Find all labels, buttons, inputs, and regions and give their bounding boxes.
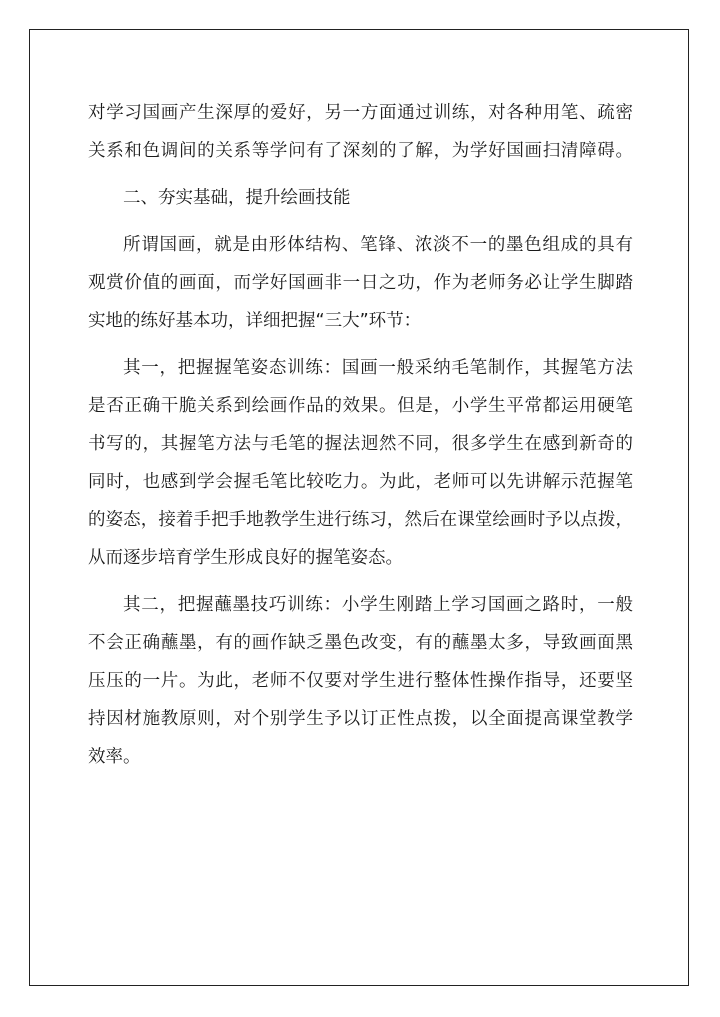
text-line: 对学习国画产生深厚的爱好，另一方面通过训练，对各种用笔、疏密 <box>88 103 633 123</box>
text-line: 不会正确蘸墨，有的画作缺乏墨色改变，有的蘸墨太多，导致画面黑 <box>88 633 633 653</box>
section-heading: 二、夯实基础，提升绘画技能 <box>123 188 351 208</box>
text-line: 同时，也感到学会握毛笔比较吃力。为此，老师可以先讲解示范握笔 <box>88 472 633 492</box>
text-line: 是否正确干脆关系到绘画作品的效果。但是，小学生平常都运用硬笔 <box>88 396 633 416</box>
text-line: 书写的，其握笔方法与毛笔的握法迥然不同，很多学生在感到新奇的 <box>88 434 633 454</box>
text-line: 关系和色调间的关系等学问有了深刻的了解，为学好国画扫清障碍。 <box>88 141 633 161</box>
text-line: 从而逐步培育学生形成良好的握笔姿态。 <box>88 548 403 568</box>
text-line: 实地的练好基本功，详细把握“三大”环节： <box>88 311 422 331</box>
text-line: 所谓国画，就是由形体结构、笔锋、浓淡不一的墨色组成的具有 <box>123 235 633 255</box>
text-line: 效率。 <box>88 747 141 767</box>
text-line: 的姿态，接着手把手地教学生进行练习，然后在课堂绘画时予以点拨， <box>88 510 633 530</box>
text-line: 其二，把握蘸墨技巧训练：小学生刚踏上学习国画之路时，一般 <box>123 595 633 615</box>
text-line: 其一，把握握笔姿态训练：国画一般采纳毛笔制作，其握笔方法 <box>123 358 633 378</box>
document-body <box>88 94 633 776</box>
text-line: 压压的一片。为此，老师不仅要对学生进行整体性操作指导，还要坚 <box>88 671 633 691</box>
text-line: 观赏价值的画面，而学好国画非一日之功，作为老师务必让学生脚踏 <box>88 273 633 293</box>
text-line: 持因材施教原则，对个别学生予以订正性点拨，以全面提高课堂教学 <box>88 709 633 729</box>
